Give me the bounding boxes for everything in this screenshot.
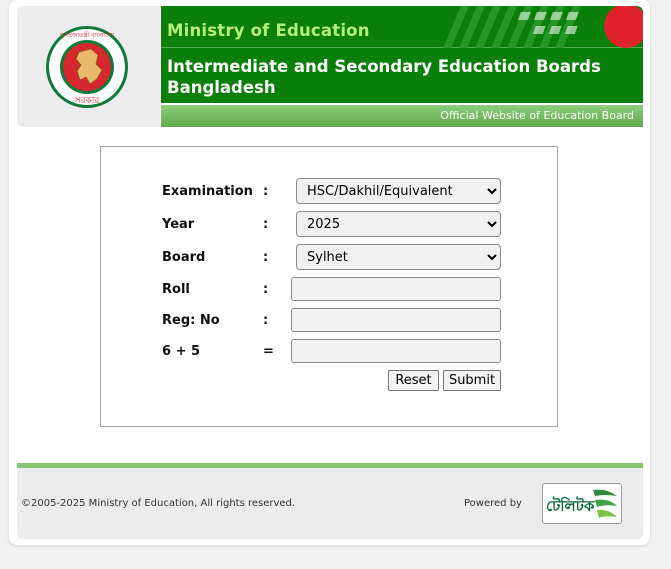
roll-input[interactable]: [291, 277, 501, 301]
board-select[interactable]: [296, 244, 501, 270]
year-select[interactable]: [296, 211, 501, 237]
year-colon: :: [263, 217, 269, 232]
submit-button[interactable]: Submit: [443, 370, 501, 391]
seal-top-text: গণপ্রজাতন্ত্রী বাংলাদেশ: [59, 32, 115, 39]
copyright-text: ©2005-2025 Ministry of Education, All rights reserved.: [21, 498, 296, 509]
result-form: [100, 146, 558, 427]
powered-by-text: Powered by: [464, 498, 522, 509]
flag-stripes-graphic: [443, 6, 643, 48]
teletalk-leaf-icon: [591, 486, 619, 522]
teletalk-logo-text: টেলিটক: [546, 497, 595, 515]
header-banner: [161, 6, 643, 103]
site-footer: [17, 468, 643, 539]
reg-no-input[interactable]: [291, 308, 501, 332]
official-strip: [161, 105, 643, 127]
logo-box: [17, 6, 160, 127]
reg-no-colon: :: [263, 313, 269, 328]
official-website-text: Official Website of Education Board: [440, 109, 634, 122]
seal-bottom-text: সরকার: [74, 96, 100, 106]
ministry-title: Ministry of Education: [167, 21, 370, 40]
government-seal-logo: [44, 24, 130, 110]
examination-colon: :: [263, 184, 269, 199]
captcha-input[interactable]: [291, 339, 501, 363]
year-label: Year: [162, 217, 195, 232]
captcha-equals: =: [263, 344, 274, 359]
examination-label: Examination: [162, 184, 253, 199]
board-colon: :: [263, 250, 269, 265]
teletalk-logo[interactable]: [542, 483, 622, 524]
site-header: [17, 6, 643, 127]
captcha-label: 6 + 5: [162, 344, 201, 359]
roll-colon: :: [263, 282, 269, 297]
boards-title: Intermediate and Secondary Education Boards Bangladesh: [167, 57, 601, 97]
reg-no-label: Reg: No: [162, 313, 220, 328]
roll-label: Roll: [162, 282, 190, 297]
examination-select[interactable]: [296, 178, 501, 204]
reset-button[interactable]: Reset: [388, 370, 439, 391]
board-label: Board: [162, 250, 206, 265]
